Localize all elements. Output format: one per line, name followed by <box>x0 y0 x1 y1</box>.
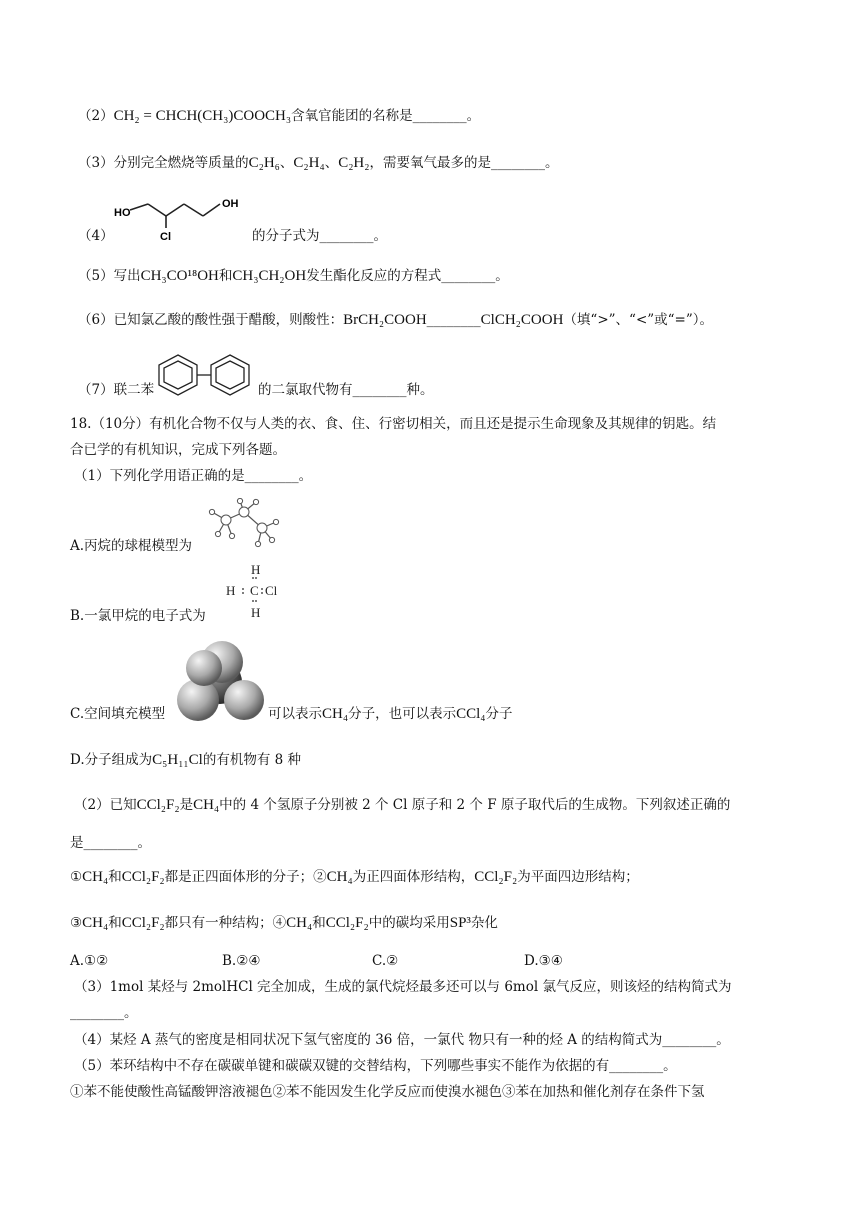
s2-line2: 是________。 <box>70 835 151 851</box>
st2-b: 和 <box>108 915 122 931</box>
space-filling-model <box>174 640 266 724</box>
h-top: H <box>251 562 261 577</box>
q5-post: 发生酯化反应的方程式________。 <box>306 268 509 284</box>
cl-right: Cl <box>265 583 278 598</box>
q7-pre: 联二苯 <box>113 382 155 398</box>
q5-mid: 和 <box>218 268 233 284</box>
s5-line2: ①苯不能使酸性高锰酸钾溶液褪色②苯不能因发生化学反应而使溴水褪色③苯在加热和催化剂存在条件下氢 <box>70 1084 705 1100</box>
ccl4-formula: CCl₄ <box>456 706 486 722</box>
q4-text: 的分子式为________。 <box>252 228 387 244</box>
chloromethane-electron-formula <box>222 562 282 620</box>
propane-ball-stick-model <box>206 498 280 550</box>
q2-line <box>78 106 480 126</box>
q6-number: （6） <box>78 312 114 328</box>
option-c-rest <box>268 704 513 724</box>
q5-pre: 写出 <box>113 268 141 284</box>
q3-pre: 分别完全燃烧等质量的 <box>113 155 249 171</box>
s2-option-c: C.② <box>372 953 399 969</box>
st2-f1: CH₄ <box>82 915 109 931</box>
st2-e: 中的碳均采用 <box>368 915 450 931</box>
s2-option-d: D.③④ <box>524 953 563 969</box>
s2-statement-1 <box>70 867 639 887</box>
st2-a: ③ <box>70 915 83 931</box>
ho-label: HO <box>114 207 131 219</box>
q7-line <box>78 380 154 400</box>
q18-sub1: （1）下列化学用语正确的是________。 <box>74 468 313 484</box>
s2-line1 <box>74 795 730 815</box>
c-center: C <box>250 583 259 598</box>
option-d <box>70 750 301 770</box>
q5-number: （5） <box>78 268 114 284</box>
st1-f2: CCl₂F₂ <box>121 869 165 885</box>
ethanol-formula: CH₃CH₂OH <box>232 268 307 284</box>
c2h4-formula: C₂H₄ <box>293 155 325 171</box>
q6-line <box>78 310 713 330</box>
st1-d: 为正四面体形结构， <box>352 869 475 885</box>
cl-label: Cl <box>160 231 171 243</box>
q3-sep1: 、 <box>279 155 294 171</box>
q18-line2: 合已学的有机知识，完成下列各题。 <box>70 442 286 458</box>
q3-sep2: 、 <box>324 155 339 171</box>
q5-line <box>78 266 509 286</box>
q4-text-line <box>252 226 387 246</box>
s4-line: （4）某烃 A 蒸气的密度是相同状况下氢气密度的 36 倍，一氯代 物只有一种的烃 A 的结构简式为________。 <box>74 1032 730 1048</box>
h-bottom: H <box>251 605 261 620</box>
oh-label: OH <box>222 198 239 210</box>
st2-c: 都只有一种结构；④ <box>164 915 287 931</box>
option-c-mid: 可以表示 <box>268 706 322 722</box>
st1-f3: CH₄ <box>326 869 353 885</box>
q3-post: ，需要氧气最多的是________。 <box>369 155 559 171</box>
s2-statement-2 <box>70 913 498 933</box>
option-c-mid2: 分子，也可以表示 <box>348 706 457 722</box>
st2-f4: CCl₂F₂ <box>325 915 369 931</box>
q6-pre: 已知氯乙酸的酸性强于醋酸，则酸性： <box>113 312 344 328</box>
q7-post: 的二氯取代物有________种。 <box>258 382 434 398</box>
st1-e: 为平面四边形结构； <box>517 869 639 885</box>
q2-formula: CH₂ = CHCH(CH₃)COOCH₃ <box>113 108 292 124</box>
st1-f1: CH₄ <box>82 869 109 885</box>
bromoacetic-acid-formula: BrCH₂COOH <box>343 312 427 328</box>
option-c-post: 分子 <box>485 706 513 722</box>
c5h11cl-formula: C₅H₁₁Cl <box>152 752 203 768</box>
ccl2f2-formula: CCl₂F₂ <box>136 797 180 813</box>
q3-line <box>78 153 558 173</box>
st2-g: 杂化 <box>470 915 498 931</box>
chlorobutanediol-structure <box>108 194 253 244</box>
q4-number-line <box>78 226 114 246</box>
chloroacetic-acid-formula: ClCH₂COOH <box>480 312 564 328</box>
s2-pre: （2）已知 <box>74 797 137 813</box>
q4-number: （4） <box>78 228 114 244</box>
q2-text: 含氧官能团的名称是________。 <box>291 108 481 124</box>
s3-line2: ________。 <box>70 1005 138 1021</box>
biphenyl-structure <box>150 352 258 398</box>
option-b: B.一氯甲烷的电子式为 <box>70 608 206 624</box>
option-c-pre: C.空间填充模型 <box>70 706 166 722</box>
st1-b: 和 <box>108 869 122 885</box>
acetic-acid-o18-formula: CH₃CO¹⁸OH <box>140 268 219 284</box>
option-c <box>70 704 165 724</box>
c2h6-formula: C₂H₆ <box>248 155 280 171</box>
option-d-pre: D.分子组成为 <box>70 752 153 768</box>
st2-d: 和 <box>312 915 326 931</box>
s2-option-a: A.①② <box>70 953 109 969</box>
option-d-post: 的有机物有 8 种 <box>202 752 302 768</box>
s3-line1: （3）1mol 某烃与 2molHCl 完全加成，生成的氯代烷烃最多还可以与 6mol 氯气反应，则该烃的结构简式为 <box>74 979 732 995</box>
ch4-formula-2: CH₄ <box>193 797 220 813</box>
st1-f4: CCl₂F₂ <box>474 869 518 885</box>
st2-f3: CH₄ <box>286 915 313 931</box>
q2-number: （2） <box>78 108 114 124</box>
st1-a: ① <box>70 869 83 885</box>
q6-blank: ________ <box>426 312 481 328</box>
s2-option-b: B.②④ <box>222 953 261 969</box>
st2-f2: CCl₂F₂ <box>121 915 165 931</box>
ch4-formula: CH₄ <box>322 706 349 722</box>
q7-post-line <box>258 380 434 400</box>
q3-number: （3） <box>78 155 114 171</box>
option-a: A.丙烷的球棍模型为 <box>70 538 193 554</box>
q7-number: （7） <box>78 382 114 398</box>
s2-mid: 是 <box>179 797 194 813</box>
c2h2-formula: C₂H₂ <box>338 155 370 171</box>
s2-post: 中的 4 个氢原子分别被 2 个 Cl 原子和 2 个 F 原子取代后的生成物。下列叙述正确的 <box>219 797 731 813</box>
s5-line1: （5）苯环结构中不存在碳碳单键和碳碳双键的交替结构，下列哪些事实不能作为依据的有________。 <box>74 1058 677 1074</box>
st1-c: 都是正四面体形的分子；② <box>164 869 327 885</box>
st2-f5: SP³ <box>449 915 471 931</box>
q6-post: （填“>”、“<”或“=”）。 <box>563 312 714 328</box>
h-left: H <box>226 583 236 598</box>
q18-line1: 18.（10分）有机化合物不仅与人类的衣、食、住、行密切相关，而且还是提示生命现象及其规律的钥匙。结 <box>70 416 717 432</box>
